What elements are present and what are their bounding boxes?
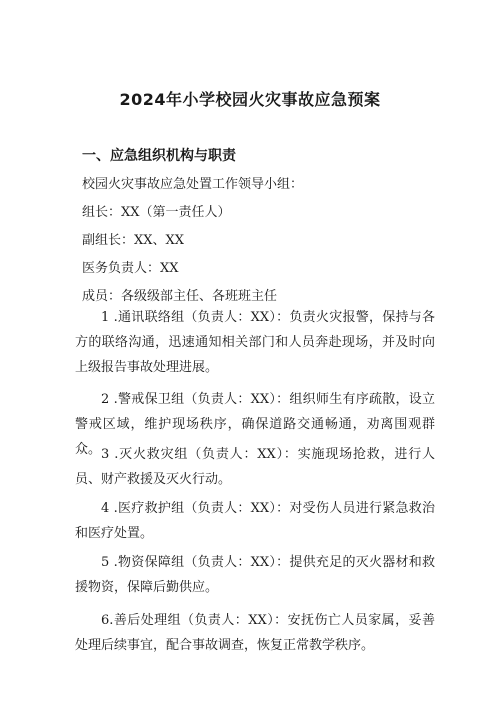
group-paragraph-communication: 1 .通讯联络组（负责人：XX）：负责火灾报警，保持与各方的联络沟通，迅速通知相关部门和人员奔赴现场，并及时向上级报告事故处理进展。 xyxy=(75,310,435,375)
group-paragraph-medical: 4 .医疗救护组（负责人：XX）：对受伤人员进行紧急救治和医疗处置。 xyxy=(75,501,435,541)
members-line: 成员：各级级部主任、各班班主任 xyxy=(82,289,278,304)
intro-line: 校园火灾事故应急处置工作领导小组： xyxy=(82,177,304,192)
group-paragraph-firefighting: 3 .灭火救灾组（负责人：XX）：实施现场抢救，进行人员、财产救援及灭火行动。 xyxy=(75,447,435,487)
group-paragraph-supplies: 5 .物资保障组（负责人：XX）：提供充足的灭火器材和救援物资，保障后勤供应。 xyxy=(75,555,435,595)
medical-lead-line: 医务负责人：XX xyxy=(82,261,179,276)
group-paragraph-security: 2 .警戒保卫组（负责人：XX）：组织师生有序疏散，设立警戒区域，维护现场秩序，确保道路交通畅通，劝离围观群众。 xyxy=(75,392,435,457)
document-title: 2024年小学校园火灾事故应急预案 xyxy=(119,90,381,109)
deputy-leader-line: 副组长：XX、XX xyxy=(82,233,185,248)
leader-line: 组长：XX（第一责任人） xyxy=(82,205,231,220)
group-paragraph-aftermath: 6.善后处理组（负责人：XX）：安抚伤亡人员家属，妥善处理后续事宜，配合事故调查，恢复正常教学秩序。 xyxy=(75,613,435,653)
section-heading: 一、应急组织机构与职责 xyxy=(82,148,236,164)
